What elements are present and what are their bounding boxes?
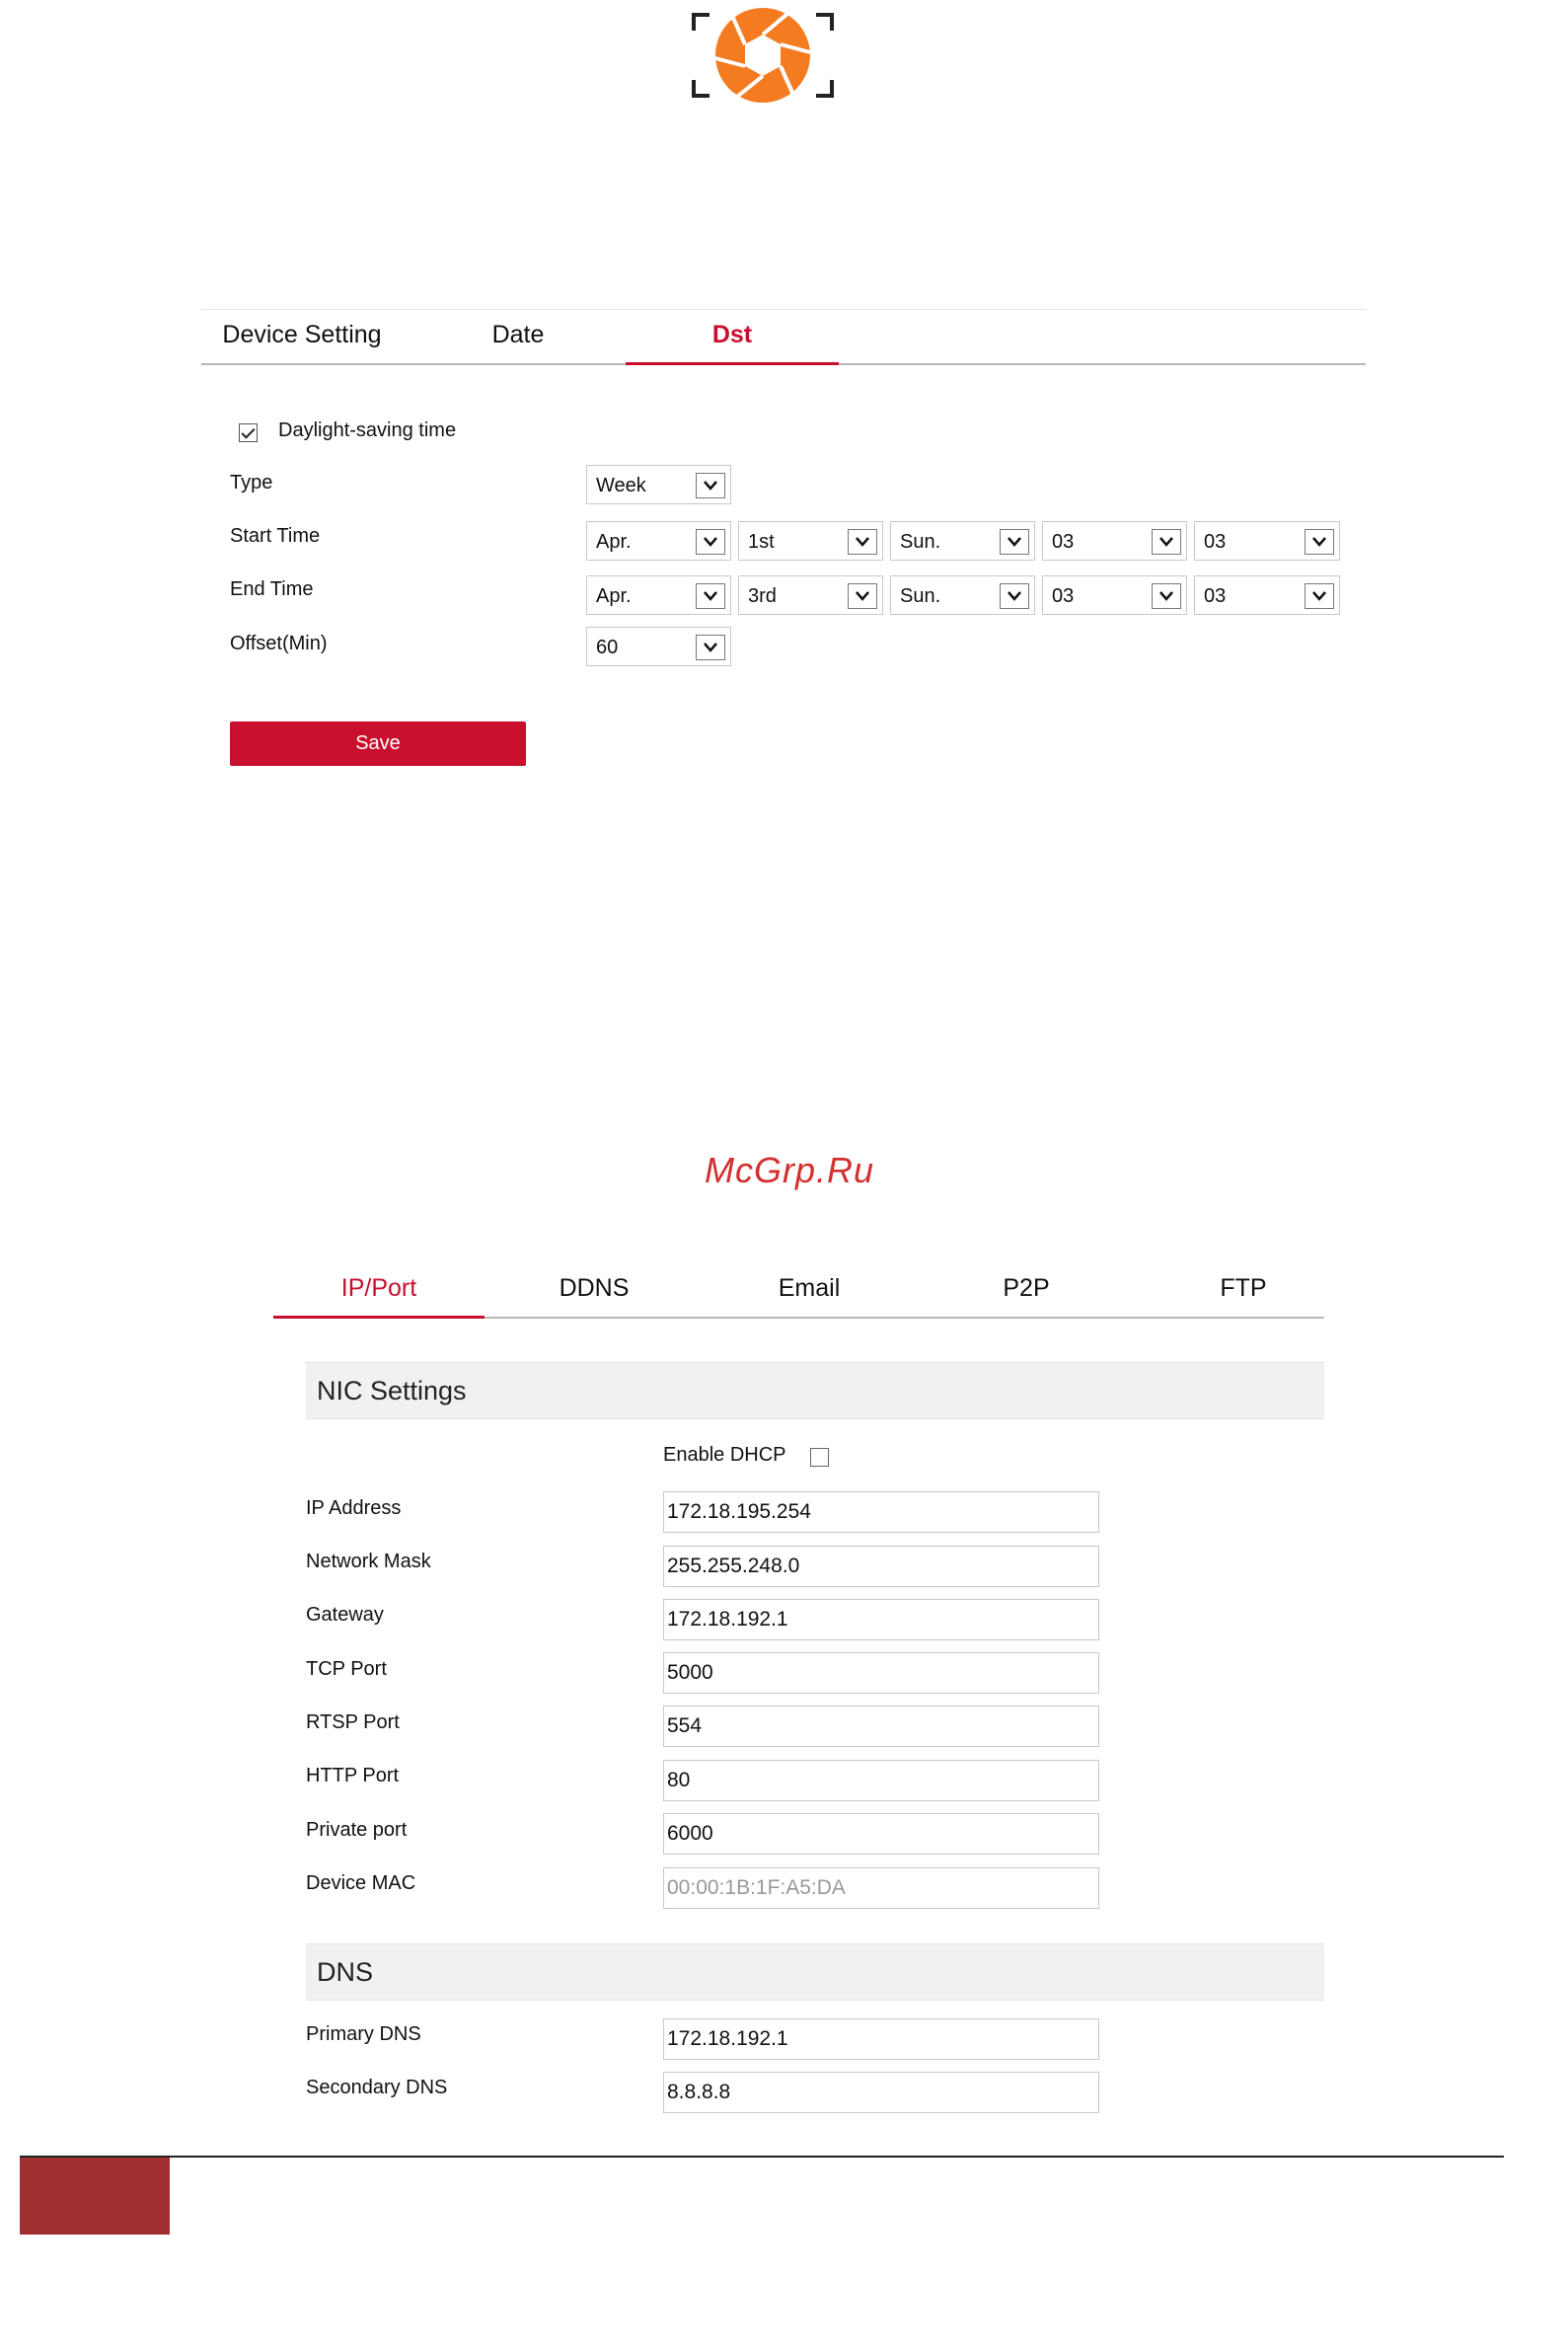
chevron-down-icon [696, 529, 725, 555]
tcp-port-input[interactable]: 5000 [663, 1652, 1099, 1694]
offset-select[interactable] [586, 627, 731, 666]
tab-bar-top-border [201, 309, 1366, 310]
start-month-select[interactable] [586, 521, 731, 561]
chevron-down-icon [1000, 529, 1029, 555]
start-minute-select[interactable] [1194, 521, 1340, 561]
tab-dst[interactable]: Dst [711, 321, 753, 348]
start-day-value: Sun. [900, 531, 941, 553]
offset-label: Offset(Min) [230, 633, 328, 654]
network-mask-input[interactable]: 255.255.248.0 [663, 1546, 1099, 1587]
ip-address-label: IP Address [306, 1497, 402, 1519]
end-hour-value: 03 [1052, 585, 1075, 607]
start-month-value: Apr. [596, 531, 632, 553]
end-month-select[interactable] [586, 575, 731, 615]
end-month-value: Apr. [596, 585, 632, 607]
start-hour-value: 03 [1052, 531, 1075, 553]
start-day-select[interactable] [890, 521, 1035, 561]
tab-date[interactable]: Date [491, 321, 545, 348]
dhcp-label: Enable DHCP [663, 1444, 786, 1466]
chevron-down-icon [1152, 529, 1181, 555]
end-week-select[interactable] [738, 575, 883, 615]
nic-settings-title: NIC Settings [317, 1376, 467, 1405]
chevron-down-icon [848, 583, 877, 609]
http-port-label: HTTP Port [306, 1765, 400, 1786]
dst-checkbox[interactable] [239, 423, 258, 442]
secondary-dns-label: Secondary DNS [306, 2077, 448, 2098]
start-week-select[interactable] [738, 521, 883, 561]
end-minute-value: 03 [1204, 585, 1227, 607]
primary-dns-input[interactable]: 172.18.192.1 [663, 2018, 1099, 2060]
private-port-input[interactable]: 6000 [663, 1813, 1099, 1855]
footer-color-block [20, 2158, 170, 2235]
chevron-down-icon [1305, 529, 1334, 555]
dns-header [306, 1943, 1324, 2001]
chevron-down-icon [1305, 583, 1334, 609]
tcp-port-label: TCP Port [306, 1658, 387, 1680]
end-day-value: Sun. [900, 585, 941, 607]
device-mac-input: 00:00:1B:1F:A5:DA [663, 1867, 1099, 1909]
aperture-logo-icon [691, 8, 835, 103]
start-time-label: Start Time [230, 525, 321, 547]
primary-dns-label: Primary DNS [306, 2023, 421, 2045]
gateway-label: Gateway [306, 1604, 384, 1626]
tab-ip-port[interactable]: IP/Port [340, 1274, 417, 1302]
secondary-dns-input[interactable]: 8.8.8.8 [663, 2072, 1099, 2113]
active-tab-indicator [626, 362, 839, 365]
start-minute-value: 03 [1204, 531, 1227, 553]
footer-divider [20, 2156, 1504, 2158]
start-week-value: 1st [748, 531, 775, 553]
chevron-down-icon [696, 473, 725, 498]
end-week-value: 3rd [748, 585, 777, 607]
private-port-label: Private port [306, 1819, 408, 1841]
tab-ftp[interactable]: FTP [1220, 1274, 1267, 1302]
chevron-down-icon [696, 583, 725, 609]
watermark-text: McGrp.Ru [704, 1150, 875, 1190]
chevron-down-icon [848, 529, 877, 555]
rtsp-port-label: RTSP Port [306, 1711, 400, 1733]
active-tab-indicator [273, 1316, 485, 1319]
tab-p2p[interactable]: P2P [1003, 1274, 1050, 1302]
tab-ddns[interactable]: DDNS [559, 1274, 630, 1302]
dns-title: DNS [317, 1957, 374, 1987]
type-select-value: Week [596, 475, 646, 496]
save-button[interactable]: Save [230, 721, 526, 766]
ip-address-input[interactable]: 172.18.195.254 [663, 1491, 1099, 1533]
http-port-input[interactable]: 80 [663, 1760, 1099, 1801]
tab-device-setting[interactable]: Device Setting [222, 321, 382, 348]
nic-settings-header [306, 1362, 1324, 1419]
chevron-down-icon [696, 635, 725, 660]
dst-checkbox-label: Daylight-saving time [278, 419, 457, 441]
end-minute-select[interactable] [1194, 575, 1340, 615]
network-mask-label: Network Mask [306, 1551, 431, 1572]
start-hour-select[interactable] [1042, 521, 1187, 561]
device-mac-label: Device MAC [306, 1872, 416, 1894]
end-time-label: End Time [230, 578, 314, 600]
end-hour-select[interactable] [1042, 575, 1187, 615]
chevron-down-icon [1152, 583, 1181, 609]
dhcp-checkbox[interactable] [810, 1448, 829, 1467]
end-day-select[interactable] [890, 575, 1035, 615]
type-select[interactable] [586, 465, 731, 504]
offset-value: 60 [596, 637, 619, 658]
type-label: Type [230, 472, 273, 493]
tab-email[interactable]: Email [778, 1274, 841, 1302]
rtsp-port-input[interactable]: 554 [663, 1706, 1099, 1747]
gateway-input[interactable]: 172.18.192.1 [663, 1599, 1099, 1640]
chevron-down-icon [1000, 583, 1029, 609]
